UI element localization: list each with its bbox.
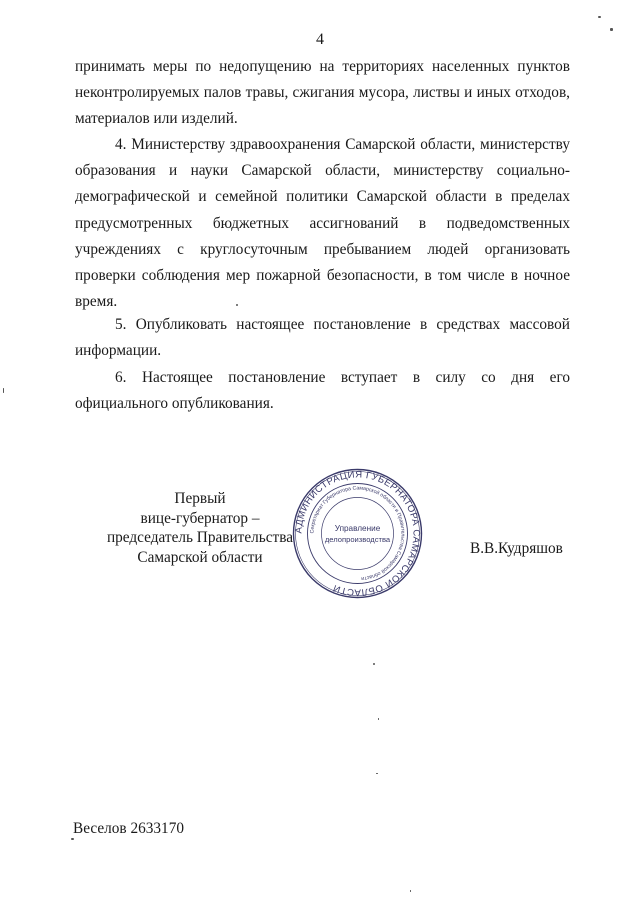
scan-speck [598,16,601,18]
stamp-outer-text: АДМИНИСТРАЦИЯ ГУБЕРНАТОРА САМАРСКОЙ ОБЛАСТИ [293,469,422,598]
scan-speck [3,388,4,393]
official-stamp [291,467,424,600]
paragraph-6: 6. Настоящее постановление вступает в силу со дня его официального опубликования. [75,369,570,413]
paragraph-4: 4. Министерству здравоохранения Самарской области, министерству образования и науки Самарской области, министерству социально-демографической и семейной политики Самарской области в пределах предусмотренных бюджетных ассигнований в подведомственных учреждениях с круглосуточным пребыванием людей организовать проверки соблюдения мер пожарной безопасности, в том числе в ночное время. [75,136,570,311]
scan-speck [378,718,379,720]
stamp-center-line2: делопроизводства [324,535,391,544]
scan-speck [71,838,74,840]
scan-speck [373,663,375,665]
scan-speck [610,28,613,31]
signatory-title-line: председатель Правительства [106,529,294,546]
scan-speck [376,773,378,774]
stamp-inner-text: Секретариат Губернатора Самарской области и Правительства Самарской области [309,485,406,582]
paragraph-5: 5. Опубликовать настоящее постановление в средствах массовой информации. [75,316,570,360]
signatory-name: В.В.Кудряшов [470,540,563,557]
signatory-title [100,489,300,567]
scan-speck [410,890,411,892]
signatory-title-line: Первый [174,490,226,507]
stamp-center-line1: Управление [334,524,381,533]
signatory-title-line: Самарской области [137,548,263,566]
paragraph-continuation: принимать меры по недопущению на территориях населенных пунктов неконтролируемых палов травы, сжигания мусора, листвы и иных отходов, материалов или изделий. [75,58,570,128]
page-number: 4 [316,31,324,48]
executor-contact: Веселов 2633170 [73,820,185,837]
scan-speck [236,304,238,306]
signatory-title-line: вице-губернатор – [140,509,260,527]
